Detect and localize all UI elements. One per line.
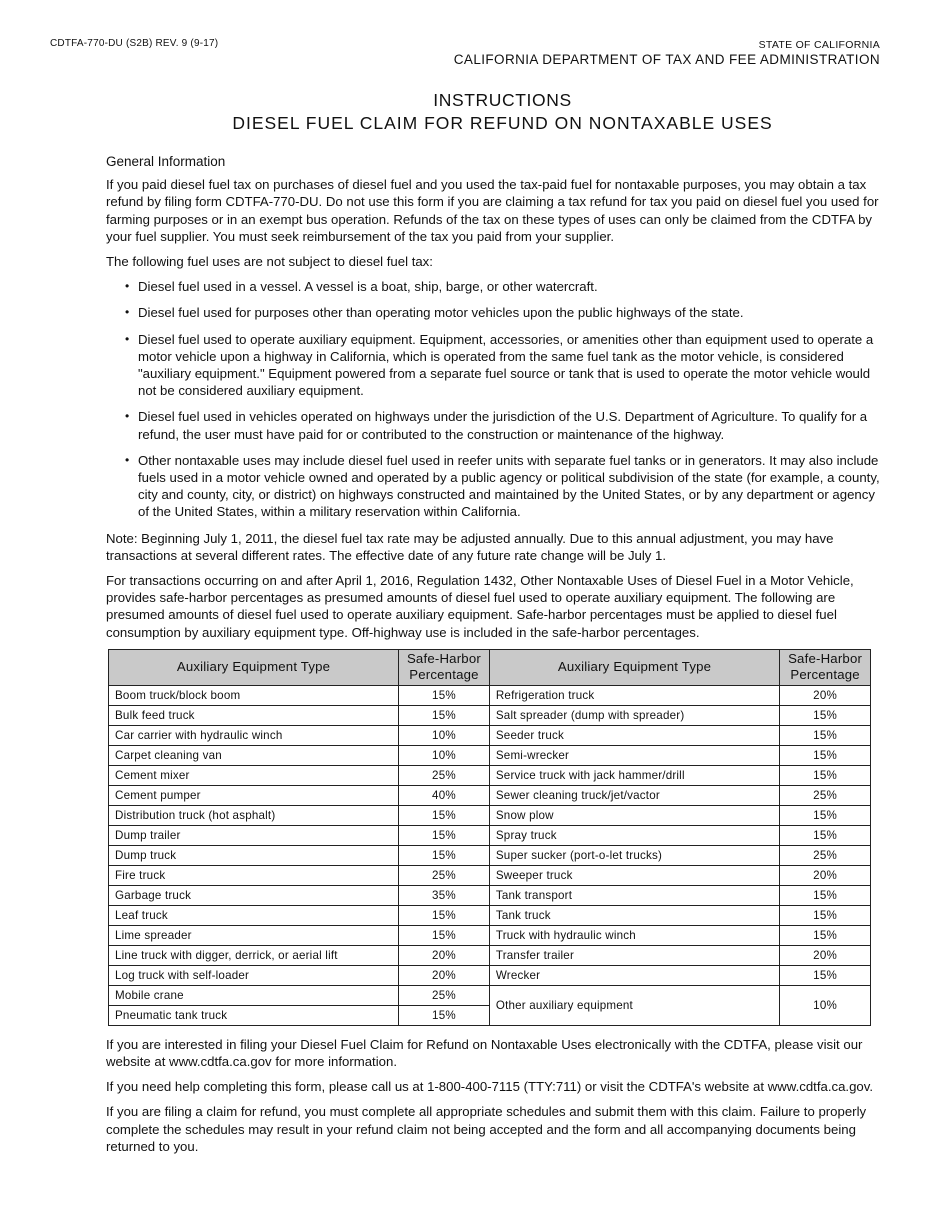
percentage-cell: 10% (399, 745, 490, 765)
percentage-cell: 10% (780, 985, 871, 1025)
help-paragraph: If you need help completing this form, please call us at 1-800-400-7115 (TTY:711) or visit the CDTFA's website at www.cdtfa.ca.gov. (106, 1079, 874, 1095)
main-content (106, 153, 888, 1163)
equipment-type-cell: Car carrier with hydraulic winch (109, 725, 399, 745)
equipment-type-cell: Semi-wrecker (489, 745, 779, 765)
table-row (109, 905, 871, 925)
table-row (109, 685, 871, 705)
header-equipment-type-right: Auxiliary Equipment Type (489, 649, 779, 685)
percentage-cell: 20% (780, 685, 871, 705)
table-row (109, 985, 871, 1005)
equipment-type-cell: Lime spreader (109, 925, 399, 945)
percentage-cell: 15% (399, 705, 490, 725)
table-row (109, 765, 871, 785)
table-row (109, 705, 871, 725)
general-paragraph: If you paid diesel fuel tax on purchases of diesel fuel and you used the tax-paid fuel for nontaxable purposes, you may obtain a tax refund by filing form CDTFA-770-DU. Do not use this form if you are claiming a tax refund for tax you paid on diesel fuel you used for farming purposes or in an exempt bus operation. Refunds of the tax on these types of uses can only be claimed from the CDTFA by your fuel supplier. You must seek reimbursement of the tax you paid from your supplier. (106, 177, 879, 244)
percentage-cell: 15% (780, 765, 871, 785)
percentage-cell: 15% (780, 725, 871, 745)
table-row (109, 845, 871, 865)
equipment-type-cell: Dump truck (109, 845, 399, 865)
department-name: CALIFORNIA DEPARTMENT OF TAX AND FEE ADMINISTRATION (453, 52, 880, 67)
header-pct-line1: Safe-Harbor (406, 651, 481, 667)
header-percentage-right (780, 649, 871, 685)
equipment-type-cell: Cement pumper (109, 785, 399, 805)
percentage-cell: 25% (399, 765, 490, 785)
list-item: • Diesel fuel used in vehicles operated on highways under the jurisdiction of the U.S. Department of Agriculture. To qualify for a refund, the user must have paid for or contributed to the construction or maintenance of the highway. (106, 408, 888, 442)
table-row (109, 805, 871, 825)
safe-harbor-table (108, 649, 871, 1026)
list-item: • Diesel fuel used for purposes other than operating motor vehicles upon the public highways of the state. (106, 304, 888, 321)
percentage-cell: 15% (780, 905, 871, 925)
equipment-type-cell: Fire truck (109, 865, 399, 885)
percentage-cell: 15% (399, 845, 490, 865)
percentage-cell: 15% (399, 1005, 490, 1025)
header-equipment-type-left: Auxiliary Equipment Type (109, 649, 399, 685)
equipment-type-cell: Tank truck (489, 905, 779, 925)
equipment-type-cell: Line truck with digger, derrick, or aerial lift (109, 945, 399, 965)
list-item: • Other nontaxable uses may include diesel fuel used in reefer units with separate fuel tanks or in generators. It may also include fuels used in a motor vehicle owned and operated by a public agency or political subdivision of the state (for example, a county, city and county, city, or district) on highways constructed and maintained by the United States, or by any department or agency of the United States, within a military reservation within California. (106, 452, 888, 521)
table-row (109, 945, 871, 965)
table-row (109, 885, 871, 905)
list-item: • Diesel fuel used in a vessel. A vessel is a boat, ship, barge, or other watercraft. (106, 278, 888, 295)
equipment-type-cell: Spray truck (489, 825, 779, 845)
percentage-cell: 15% (399, 905, 490, 925)
percentage-cell: 15% (780, 745, 871, 765)
rate-note: Note: Beginning July 1, 2011, the diesel fuel tax rate may be adjusted annually. Due to this annual adjustment, you may have transactions at several different rates. The effective date of any future rate change will be July 1. (106, 530, 834, 563)
equipment-type-cell: Other auxiliary equipment (489, 985, 779, 1025)
table-header-row (109, 649, 871, 685)
table-row (109, 785, 871, 805)
percentage-cell: 20% (399, 965, 490, 985)
table-row (109, 745, 871, 765)
state-name: STATE OF CALIFORNIA (758, 39, 880, 51)
equipment-type-cell: Sweeper truck (489, 865, 779, 885)
form-id: CDTFA-770-DU (S2B) REV. 9 (9-17) (50, 38, 219, 49)
title-form-name: DIESEL FUEL CLAIM FOR REFUND ON NONTAXABLE USES (232, 113, 773, 133)
equipment-type-cell: Boom truck/block boom (109, 685, 399, 705)
regulation-paragraph: For transactions occurring on and after April 1, 2016, Regulation 1432, Other Nontaxable Uses of Diesel Fuel in a Motor Vehicle, provides safe-harbor percentages as presumed amounts of diesel fuel used to operate auxiliary equipment. The following are presumed amounts of diesel fuel used to operate auxiliary equipment. Safe-harbor percentages must be applied to diesel fuel consumption by auxiliary equipment type. Off-highway use is included in the safe-harbor percentages. (106, 573, 854, 640)
nontaxable-uses-list (106, 278, 888, 520)
equipment-type-cell: Garbage truck (109, 885, 399, 905)
equipment-type-cell: Tank transport (489, 885, 779, 905)
section-heading-general: General Information (106, 154, 226, 169)
schedules-paragraph: If you are filing a claim for refund, you must complete all appropriate schedules and submit them with this claim. Failure to properly complete the schedules may result in your refund claim not being accepted and the form and all accompanying documents being returned to you. (106, 1104, 867, 1154)
header-percentage-left (399, 649, 490, 685)
percentage-cell: 20% (780, 865, 871, 885)
agency-block (454, 39, 880, 67)
percentage-cell: 15% (780, 805, 871, 825)
equipment-type-cell: Wrecker (489, 965, 779, 985)
equipment-type-cell: Mobile crane (109, 985, 399, 1005)
table-body (109, 685, 871, 1025)
equipment-type-cell: Service truck with jack hammer/drill (489, 765, 779, 785)
equipment-type-cell: Salt spreader (dump with spreader) (489, 705, 779, 725)
percentage-cell: 15% (780, 965, 871, 985)
table-row (109, 725, 871, 745)
equipment-type-cell: Sewer cleaning truck/jet/vactor (489, 785, 779, 805)
header-pct-line1: Safe-Harbor (788, 651, 863, 667)
electronic-filing-paragraph: If you are interested in filing your Diesel Fuel Claim for Refund on Nontaxable Uses electronically with the CDTFA, please visit our website at www.cdtfa.ca.gov for more information. (106, 1036, 863, 1070)
equipment-type-cell: Super sucker (port-o-let trucks) (489, 845, 779, 865)
equipment-type-cell: Bulk feed truck (109, 705, 399, 725)
equipment-type-cell: Snow plow (489, 805, 779, 825)
table-row (109, 925, 871, 945)
equipment-type-cell: Dump trailer (109, 825, 399, 845)
percentage-cell: 35% (399, 885, 490, 905)
percentage-cell: 15% (780, 925, 871, 945)
percentage-cell: 20% (399, 945, 490, 965)
percentage-cell: 15% (780, 885, 871, 905)
percentage-cell: 15% (399, 685, 490, 705)
table-row (109, 965, 871, 985)
list-item: • Diesel fuel used to operate auxiliary equipment. Equipment, accessories, or amenities other than equipment used to operate a motor vehicle upon a highway in California, which is operated from the same fuel tank as the motor vehicle, is considered "auxiliary equipment." Equipment powered from a separate fuel source or tank that is used to operate the motor vehicle would not be considered auxiliary equipment. (106, 331, 888, 400)
table-row (109, 825, 871, 845)
percentage-cell: 15% (780, 825, 871, 845)
table-row (109, 865, 871, 885)
header-pct-line2: Percentage (790, 667, 860, 683)
equipment-type-cell: Carpet cleaning van (109, 745, 399, 765)
percentage-cell: 25% (399, 865, 490, 885)
uses-intro: The following fuel uses are not subject to diesel fuel tax: (106, 254, 433, 270)
equipment-type-cell: Leaf truck (109, 905, 399, 925)
percentage-cell: 10% (399, 725, 490, 745)
document-title (0, 89, 950, 135)
title-instructions: INSTRUCTIONS (433, 90, 572, 110)
equipment-type-cell: Transfer trailer (489, 945, 779, 965)
percentage-cell: 15% (780, 705, 871, 725)
percentage-cell: 40% (399, 785, 490, 805)
header-pct-line2: Percentage (409, 667, 479, 683)
percentage-cell: 25% (780, 785, 871, 805)
percentage-cell: 25% (780, 845, 871, 865)
equipment-type-cell: Pneumatic tank truck (109, 1005, 399, 1025)
equipment-type-cell: Cement mixer (109, 765, 399, 785)
equipment-type-cell: Refrigeration truck (489, 685, 779, 705)
percentage-cell: 15% (399, 825, 490, 845)
equipment-type-cell: Distribution truck (hot asphalt) (109, 805, 399, 825)
percentage-cell: 15% (399, 805, 490, 825)
equipment-type-cell: Seeder truck (489, 725, 779, 745)
equipment-type-cell: Log truck with self-loader (109, 965, 399, 985)
equipment-type-cell: Truck with hydraulic winch (489, 925, 779, 945)
percentage-cell: 25% (399, 985, 490, 1005)
percentage-cell: 20% (780, 945, 871, 965)
percentage-cell: 15% (399, 925, 490, 945)
